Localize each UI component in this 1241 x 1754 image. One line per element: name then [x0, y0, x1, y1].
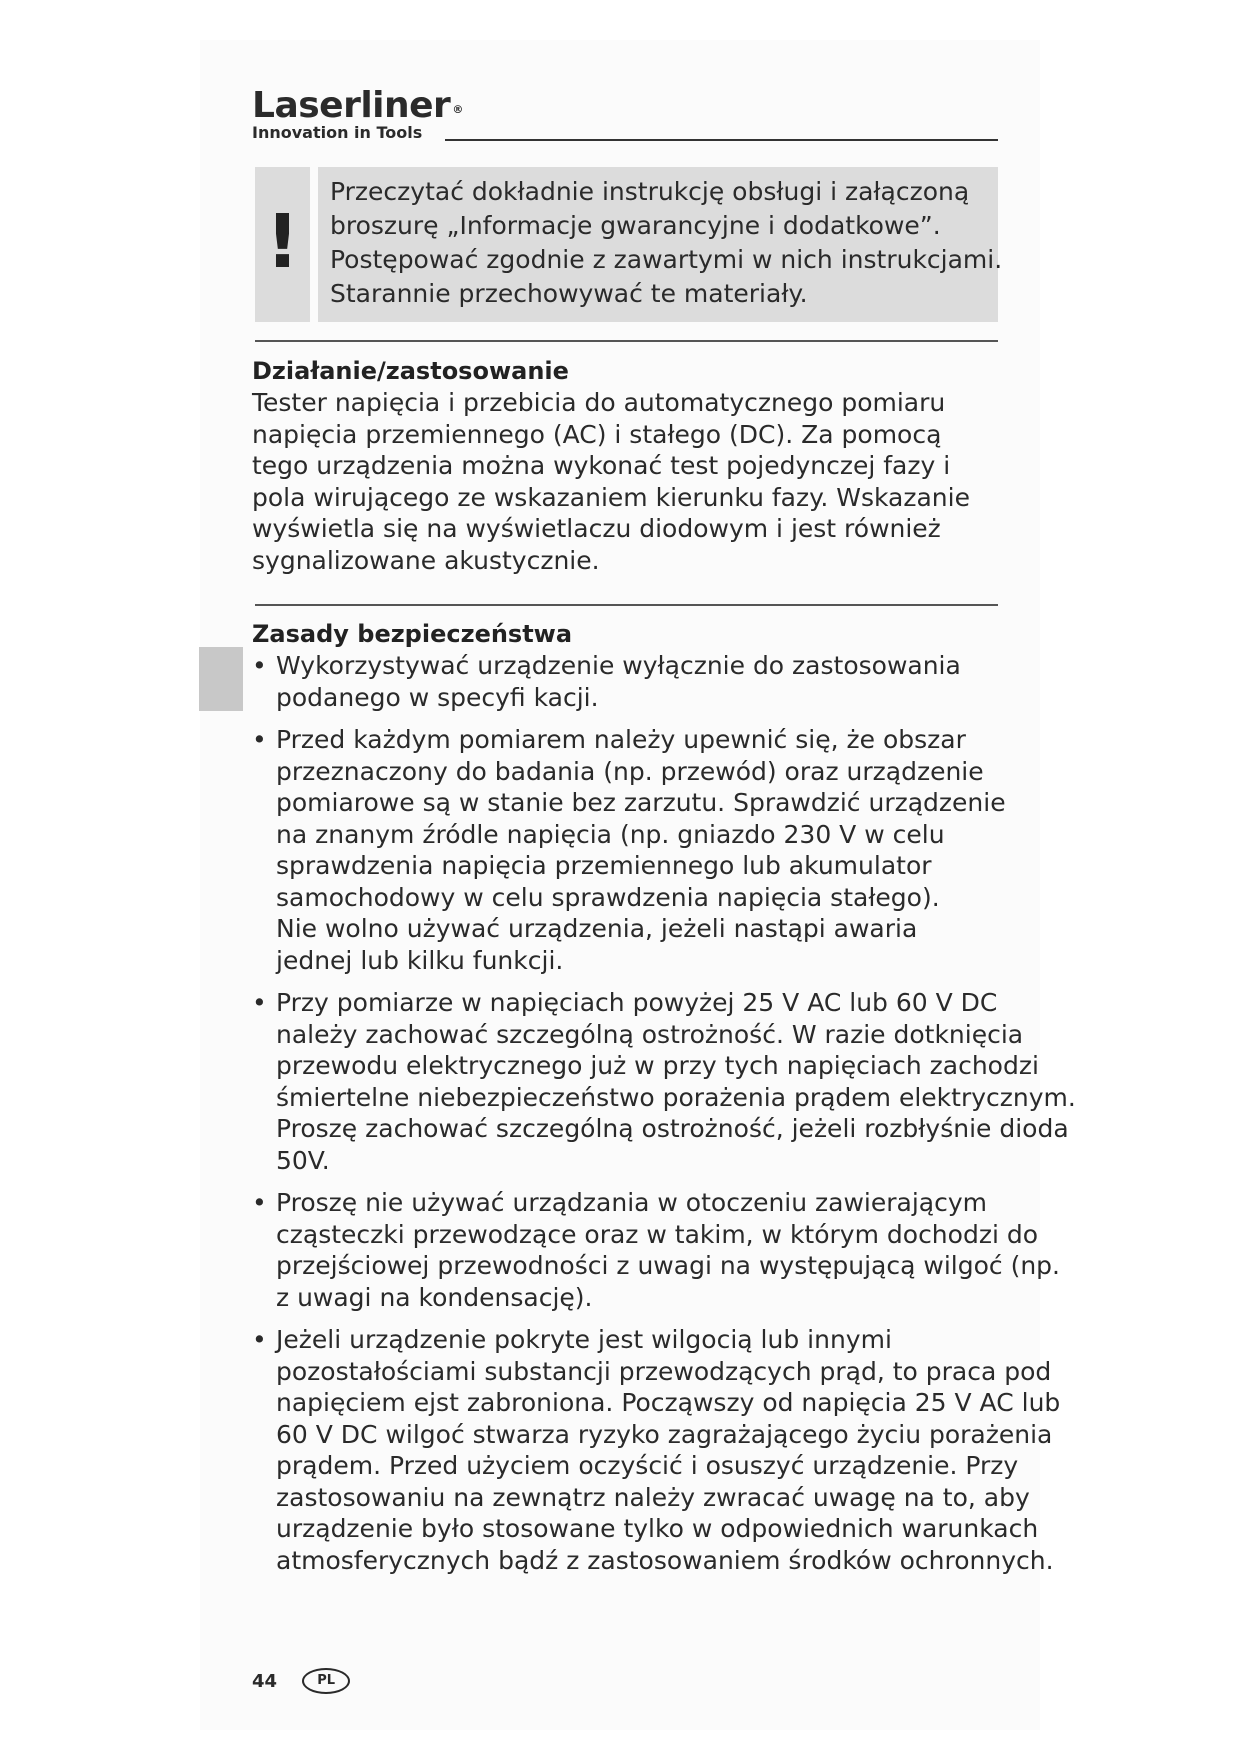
chapter-tab-marker [199, 647, 243, 711]
list-item-line: prądem. Przed użyciem oczyścić i osuszyć urządzenie. Przy [276, 1451, 1019, 1480]
list-item-line: Jeżeli urządzenie pokryte jest wilgocią lub innymi [276, 1325, 892, 1354]
body-line: tego urządzenia można wykonać test pojedynczej fazy i [252, 451, 951, 480]
function-section [252, 355, 1002, 576]
list-item-line: sprawdzenia napięcia przemiennego lub akumulator [276, 851, 932, 880]
list-item-line: z uwagi na kondensację). [276, 1282, 593, 1312]
list-item-line: 50V. [276, 1145, 330, 1175]
page-number: 44 [252, 1670, 278, 1692]
body-line: Tester napięcia i przebicia do automatycznego pomiaru [252, 388, 946, 417]
brand-tagline: Innovation in Tools [252, 123, 423, 142]
list-item-line: urządzenie było stosowane tylko w odpowiednich warunkach [276, 1514, 1039, 1543]
list-item-line: jednej lub kilku funkcji. [276, 945, 564, 975]
list-item-line: napięciem ejst zabroniona. Począwszy od napięcia 25 V AC lub [276, 1388, 1061, 1417]
bullet-icon: • [252, 1188, 267, 1217]
list-item [252, 987, 1076, 1176]
notice-line: broszurę „Informacje gwarancyjne i dodatkowe”. [330, 211, 941, 240]
body-line: wyświetla się na wyświetlaczu diodowym i jest również [252, 514, 941, 543]
list-item [252, 1187, 1060, 1313]
body-line: sygnalizowane akustycznie. [252, 545, 600, 575]
list-item-line: Proszę zachować szczególną ostrożność, jeżeli rozbłyśnie dioda [276, 1114, 1069, 1143]
list-item-line: Proszę nie używać urządzania w otoczeniu zawierającym [276, 1188, 987, 1217]
section-body [252, 387, 1002, 576]
bullet-icon: • [252, 1325, 267, 1354]
list-item-line: Nie wolno używać urządzenia, jeżeli nastąpi awaria [276, 914, 918, 943]
notice-line: Postępować zgodnie z zawartymi w nich instrukcjami. [330, 245, 1003, 274]
bullet-icon: • [252, 725, 267, 754]
language-badge: PL [302, 1668, 350, 1694]
notice-panel [318, 167, 1003, 322]
section-heading: Działanie/zastosowanie [252, 357, 569, 385]
list-item-line: Przed każdym pomiarem należy upewnić się, że obszar [276, 725, 966, 754]
list-item-line: podanego w specyfi kacji. [276, 682, 599, 712]
list-item-line: przewodu elektrycznego już w przy tych napięciach zachodzi [276, 1051, 1039, 1080]
list-item-line: przeznaczony do badania (np. przewód) oraz urządzenie [276, 756, 984, 786]
page-footer [252, 1668, 350, 1694]
list-item-line: pozostałościami substancji przewodzących prąd, to praca pod [276, 1356, 1052, 1386]
body-line: napięcia przemiennego (AC) i stałego (DC). Za pomocą [252, 419, 942, 449]
list-item [252, 1324, 1061, 1576]
list-item [252, 724, 1006, 976]
list-item-line: samochodowy w celu sprawdzenia napięcia stałego). [276, 882, 940, 912]
list-item-line: cząsteczki przewodzące oraz w takim, w którym dochodzi do [276, 1219, 1038, 1249]
notice-text [330, 175, 1003, 311]
notice-line: Starannie przechowywać te materiały. [330, 279, 808, 308]
list-item-line: śmiertelne niebezpieczeństwo porażenia prądem elektrycznym. [276, 1082, 1076, 1112]
list-item [252, 650, 1002, 713]
registered-mark: ® [452, 103, 463, 116]
list-item-line: pomiarowe są w stanie bez zarzutu. Sprawdzić urządzenie [276, 788, 1006, 817]
section-divider [255, 340, 998, 342]
notice-line: Przeczytać dokładnie instrukcję obsługi i załączoną [330, 177, 970, 206]
list-item-line: przejściowej przewodności z uwagi na występującą wilgoć (np. [276, 1251, 1060, 1280]
list-item-line: Przy pomiarze w napięciach powyżej 25 V AC lub 60 V DC [276, 988, 998, 1017]
list-item-line: zastosowaniu na zewnątrz należy zwracać uwagę na to, aby [276, 1482, 1030, 1512]
safety-section [252, 618, 1076, 1587]
bullet-icon: • [252, 651, 267, 680]
header-divider [445, 139, 998, 141]
brand-logo [252, 86, 463, 142]
list-item-line: 60 V DC wilgoć stwarza ryzyko zagrażającego życiu porażenia [276, 1419, 1053, 1449]
safety-list [252, 650, 1076, 1576]
list-item-line: należy zachować szczególną ostrożność. W razie dotknięcia [276, 1019, 1024, 1049]
brand-name: Laserliner [252, 85, 451, 126]
bullet-icon: • [252, 988, 267, 1017]
body-line: pola wirującego ze wskazaniem kierunku fazy. Wskazanie [252, 482, 970, 512]
list-item-line: atmosferycznych bądź z zastosowaniem środków ochronnych. [276, 1545, 1054, 1575]
list-item-line: na znanym źródle napięcia (np. gniazdo 230 V w celu [276, 819, 945, 849]
warning-mark-panel [255, 167, 310, 322]
section-heading: Zasady bezpieczeństwa [252, 620, 573, 648]
list-item-line: Wykorzystywać urządzenie wyłącznie do zastosowania [276, 651, 961, 680]
brand-wordmark [252, 86, 463, 126]
exclamation-icon: ! [265, 199, 300, 285]
section-divider [255, 604, 998, 606]
